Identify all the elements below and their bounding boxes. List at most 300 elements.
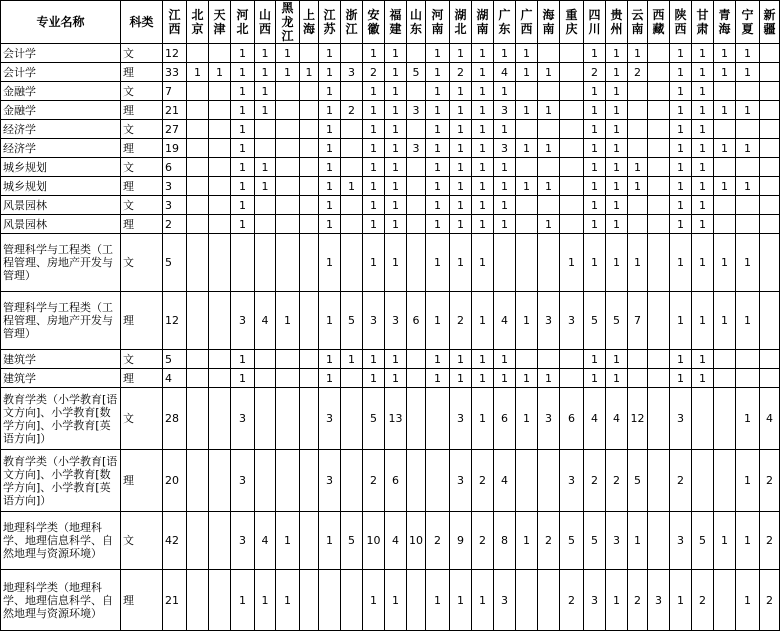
province-quota-cell [407,120,426,139]
province-quota-cell [560,82,584,101]
province-quota-cell [300,139,319,158]
province-quota-cell: 1 [584,44,606,63]
province-quota-cell [300,101,319,120]
province-quota-cell: 1 [363,82,385,101]
province-quota-cell [714,120,736,139]
province-quota-cell [276,388,300,450]
header-province-label: 黑龙江 [281,1,294,43]
province-quota-cell [760,120,780,139]
province-quota-cell: 2 [584,63,606,82]
table-row [1,82,780,101]
province-quota-cell [714,570,736,631]
province-quota-cell: 6 [560,388,584,450]
province-quota-cell [560,350,584,369]
province-quota-cell: 1 [231,120,255,139]
province-quota-cell [516,450,538,512]
province-quota-cell [648,82,670,101]
province-quota-cell: 1 [494,369,516,388]
province-quota-cell: 1 [584,369,606,388]
province-quota-cell: 1 [472,82,494,101]
header-province-label: 山西 [259,8,272,36]
province-quota-cell [760,63,780,82]
province-quota-cell [560,63,584,82]
quota-total-cell: 21 [163,101,187,120]
province-quota-cell [538,44,560,63]
table-row [1,63,780,82]
province-quota-cell [648,177,670,196]
province-quota-cell: 4 [606,388,628,450]
header-province [628,1,648,44]
province-quota-cell [628,350,648,369]
province-quota-cell: 1 [319,44,341,63]
table-row [1,177,780,196]
province-quota-cell: 1 [426,350,450,369]
province-quota-cell: 2 [363,63,385,82]
table-row [1,292,780,350]
province-quota-cell: 5 [584,512,606,570]
quota-total-cell: 21 [163,570,187,631]
province-quota-cell [276,101,300,120]
province-quota-cell [628,369,648,388]
province-quota-cell: 1 [231,177,255,196]
province-quota-cell: 1 [231,139,255,158]
province-quota-cell [538,350,560,369]
header-province [648,1,670,44]
province-quota-cell: 1 [606,139,628,158]
subject-cell: 理 [121,450,163,512]
quota-total-cell: 3 [163,177,187,196]
province-quota-cell: 1 [692,292,714,350]
header-province-label: 浙江 [345,8,358,36]
province-quota-cell: 1 [231,44,255,63]
province-quota-cell [276,196,300,215]
table-row [1,215,780,234]
province-quota-cell [255,369,276,388]
header-province-label: 陕西 [674,8,687,36]
province-quota-cell: 2 [450,292,472,350]
province-quota-cell [648,512,670,570]
header-province-label: 北京 [191,8,204,36]
header-province [276,1,300,44]
province-quota-cell: 1 [628,512,648,570]
province-quota-cell: 4 [494,450,516,512]
province-quota-cell: 1 [606,63,628,82]
table-row [1,196,780,215]
province-quota-cell: 1 [363,234,385,292]
province-quota-cell [516,234,538,292]
table-row [1,450,780,512]
province-quota-cell: 1 [426,177,450,196]
province-quota-cell: 1 [300,63,319,82]
province-quota-cell [341,44,363,63]
table-row [1,512,780,570]
province-quota-cell: 1 [736,63,760,82]
province-quota-cell: 1 [670,101,692,120]
province-quota-cell [736,82,760,101]
province-quota-cell: 1 [494,215,516,234]
province-quota-cell: 5 [341,292,363,350]
province-quota-cell: 1 [255,570,276,631]
province-quota-cell: 1 [516,101,538,120]
province-quota-cell: 1 [516,369,538,388]
province-quota-cell: 1 [319,369,341,388]
province-quota-cell: 1 [606,177,628,196]
province-quota-cell [560,101,584,120]
province-quota-cell [560,44,584,63]
province-quota-cell: 1 [472,101,494,120]
province-quota-cell: 3 [494,101,516,120]
province-quota-cell: 1 [714,139,736,158]
header-province [231,1,255,44]
province-quota-cell [407,350,426,369]
province-quota-cell: 1 [736,292,760,350]
province-quota-cell: 1 [584,215,606,234]
province-quota-cell: 3 [231,388,255,450]
province-quota-cell: 1 [714,177,736,196]
province-quota-cell [276,369,300,388]
province-quota-cell: 1 [736,101,760,120]
header-province-label: 贵州 [610,8,623,36]
province-quota-cell [760,158,780,177]
province-quota-cell: 6 [385,450,407,512]
province-quota-cell: 1 [450,139,472,158]
province-quota-cell [341,139,363,158]
major-name-cell: 会计学 [1,44,121,63]
province-quota-cell [560,120,584,139]
province-quota-cell [648,215,670,234]
province-quota-cell [760,82,780,101]
province-quota-cell: 2 [426,512,450,570]
province-quota-cell [516,570,538,631]
province-quota-cell [648,292,670,350]
subject-cell: 文 [121,44,163,63]
province-quota-cell [560,369,584,388]
province-quota-cell: 1 [231,570,255,631]
province-quota-cell [760,234,780,292]
province-quota-cell: 3 [670,388,692,450]
header-province-label: 山东 [410,8,423,36]
province-quota-cell: 1 [319,101,341,120]
province-quota-cell: 1 [516,139,538,158]
major-name-cell: 管理科学与工程类（工程管理、房地产开发与管理） [1,292,121,350]
province-quota-cell: 1 [606,158,628,177]
province-quota-cell [209,44,231,63]
province-quota-cell: 1 [606,44,628,63]
province-quota-cell: 4 [255,292,276,350]
province-quota-cell [255,234,276,292]
header-province-label: 天津 [213,8,226,36]
province-quota-cell [538,450,560,512]
province-quota-cell [341,215,363,234]
province-quota-cell [736,196,760,215]
province-quota-cell [300,82,319,101]
province-quota-cell: 1 [319,139,341,158]
province-quota-cell: 1 [494,350,516,369]
province-quota-cell: 1 [426,82,450,101]
quota-total-cell: 33 [163,63,187,82]
province-quota-cell: 1 [450,177,472,196]
province-quota-cell: 1 [692,350,714,369]
province-quota-cell [648,369,670,388]
subject-cell: 理 [121,139,163,158]
province-quota-cell: 1 [670,139,692,158]
province-quota-cell [760,350,780,369]
province-quota-cell: 1 [606,234,628,292]
province-quota-cell [187,369,209,388]
province-quota-cell [407,234,426,292]
header-province [300,1,319,44]
province-quota-cell: 1 [450,215,472,234]
province-quota-cell [187,101,209,120]
province-quota-cell [407,44,426,63]
province-quota-cell [341,234,363,292]
province-quota-cell: 1 [670,82,692,101]
province-quota-cell [736,369,760,388]
province-quota-cell: 1 [736,388,760,450]
province-quota-cell: 1 [385,158,407,177]
province-quota-cell: 5 [560,512,584,570]
province-quota-cell [300,120,319,139]
province-quota-cell: 4 [385,512,407,570]
province-quota-cell [407,215,426,234]
province-quota-cell [300,570,319,631]
province-quota-cell [714,450,736,512]
province-quota-cell [187,44,209,63]
province-quota-cell [209,369,231,388]
province-quota-cell: 3 [407,101,426,120]
province-quota-cell [407,82,426,101]
province-quota-cell: 3 [231,512,255,570]
province-quota-cell [692,388,714,450]
province-quota-cell: 1 [341,350,363,369]
province-quota-cell [516,196,538,215]
province-quota-cell: 2 [341,101,363,120]
province-quota-cell [300,388,319,450]
province-quota-cell: 1 [231,101,255,120]
province-quota-cell: 1 [692,82,714,101]
province-quota-cell [736,215,760,234]
header-province-label: 湖南 [476,8,489,36]
subject-cell: 文 [121,82,163,101]
province-quota-cell [648,139,670,158]
quota-total-cell: 4 [163,369,187,388]
province-quota-cell: 1 [560,234,584,292]
province-quota-cell [300,196,319,215]
header-province-label: 广东 [498,8,511,36]
province-quota-cell: 8 [494,512,516,570]
header-province [736,1,760,44]
province-quota-cell: 1 [450,101,472,120]
province-quota-cell [516,120,538,139]
province-quota-cell: 1 [606,570,628,631]
province-quota-cell: 1 [692,196,714,215]
province-quota-cell: 2 [538,512,560,570]
province-quota-cell [407,158,426,177]
header-province [714,1,736,44]
province-quota-cell [300,215,319,234]
province-quota-cell: 1 [385,101,407,120]
province-quota-cell: 3 [584,570,606,631]
province-quota-cell: 1 [628,158,648,177]
province-quota-cell [760,196,780,215]
province-quota-cell: 1 [714,101,736,120]
quota-total-cell: 12 [163,292,187,350]
province-quota-cell: 1 [319,177,341,196]
province-quota-cell [300,292,319,350]
province-quota-cell [714,196,736,215]
province-quota-cell [187,570,209,631]
header-province [407,1,426,44]
province-quota-cell: 3 [538,292,560,350]
province-quota-cell [648,196,670,215]
province-quota-cell: 3 [385,292,407,350]
province-quota-cell [714,388,736,450]
province-quota-cell: 2 [760,450,780,512]
province-quota-cell [276,350,300,369]
header-province [538,1,560,44]
province-quota-cell: 1 [426,101,450,120]
quota-total-cell: 7 [163,82,187,101]
province-quota-cell: 1 [255,158,276,177]
province-quota-cell [187,215,209,234]
province-quota-cell: 2 [472,512,494,570]
province-quota-cell: 1 [670,196,692,215]
province-quota-cell: 1 [319,120,341,139]
header-province [426,1,450,44]
province-quota-cell [560,177,584,196]
province-quota-cell: 1 [670,292,692,350]
province-quota-cell: 5 [363,388,385,450]
province-quota-cell: 1 [538,177,560,196]
province-quota-cell [209,120,231,139]
province-quota-cell: 1 [363,101,385,120]
province-quota-cell: 1 [584,177,606,196]
province-quota-cell: 3 [648,570,670,631]
province-quota-cell [736,350,760,369]
province-quota-cell: 1 [538,215,560,234]
province-quota-cell: 2 [628,63,648,82]
province-quota-cell: 1 [670,350,692,369]
major-name-cell: 管理科学与工程类（工程管理、房地产开发与管理） [1,234,121,292]
major-name-cell: 会计学 [1,63,121,82]
header-province [670,1,692,44]
province-quota-cell: 1 [714,512,736,570]
province-quota-cell: 1 [538,63,560,82]
province-quota-cell [187,450,209,512]
province-quota-cell [187,388,209,450]
province-quota-cell: 5 [628,450,648,512]
header-province-label: 青海 [718,8,731,36]
province-quota-cell [187,196,209,215]
province-quota-cell: 1 [538,369,560,388]
province-quota-cell: 2 [760,512,780,570]
province-quota-cell: 1 [692,234,714,292]
province-quota-cell [407,369,426,388]
table-row [1,234,780,292]
province-quota-cell [209,350,231,369]
province-quota-cell [628,215,648,234]
header-province-label: 上海 [303,8,316,36]
quota-total-cell: 19 [163,139,187,158]
province-quota-cell [341,120,363,139]
province-quota-cell: 1 [584,234,606,292]
province-quota-cell: 1 [319,63,341,82]
province-quota-cell: 3 [494,139,516,158]
province-quota-cell [341,82,363,101]
header-province-label: 宁夏 [741,8,754,36]
province-quota-cell [736,120,760,139]
province-quota-cell: 1 [276,63,300,82]
province-quota-cell [300,450,319,512]
province-quota-cell: 1 [255,177,276,196]
province-quota-cell: 7 [628,292,648,350]
province-quota-cell [692,450,714,512]
province-quota-cell: 2 [760,570,780,631]
major-name-cell: 地理科学类（地理科学、地理信息科学、自然地理与资源环境） [1,512,121,570]
province-quota-cell [341,369,363,388]
province-quota-cell: 5 [692,512,714,570]
province-quota-cell [255,120,276,139]
province-quota-cell: 1 [538,101,560,120]
province-quota-cell: 1 [670,215,692,234]
table-row [1,101,780,120]
province-quota-cell: 1 [363,196,385,215]
province-quota-cell: 9 [450,512,472,570]
province-quota-cell: 1 [472,215,494,234]
table-row [1,44,780,63]
quota-total-cell: 6 [163,158,187,177]
province-quota-cell [560,215,584,234]
header-row [1,1,780,44]
province-quota-cell: 1 [494,158,516,177]
province-quota-cell: 5 [606,292,628,350]
province-quota-cell [209,292,231,350]
province-quota-cell: 1 [276,570,300,631]
province-quota-cell: 1 [255,63,276,82]
province-quota-cell [231,234,255,292]
province-quota-cell: 1 [670,369,692,388]
province-quota-cell: 4 [760,388,780,450]
subject-cell: 理 [121,177,163,196]
province-quota-cell: 1 [670,120,692,139]
header-province-label: 江西 [168,8,181,36]
province-quota-cell: 1 [714,234,736,292]
province-quota-cell: 1 [450,369,472,388]
province-quota-cell [560,139,584,158]
province-quota-cell: 1 [584,101,606,120]
province-quota-cell: 1 [319,82,341,101]
province-quota-cell: 2 [584,450,606,512]
province-quota-cell: 1 [385,196,407,215]
province-quota-cell [628,196,648,215]
province-quota-cell [714,158,736,177]
major-name-cell: 建筑学 [1,369,121,388]
province-quota-cell: 1 [516,44,538,63]
province-quota-cell: 1 [385,177,407,196]
province-quota-cell: 1 [692,177,714,196]
province-quota-cell: 1 [736,139,760,158]
province-quota-cell: 3 [494,570,516,631]
province-quota-cell: 1 [450,44,472,63]
province-quota-cell [187,82,209,101]
province-quota-cell: 4 [494,63,516,82]
province-quota-cell [648,44,670,63]
province-quota-cell: 1 [472,120,494,139]
quota-total-cell: 3 [163,196,187,215]
major-name-cell: 风景园林 [1,215,121,234]
province-quota-cell: 1 [494,177,516,196]
province-quota-cell [538,158,560,177]
